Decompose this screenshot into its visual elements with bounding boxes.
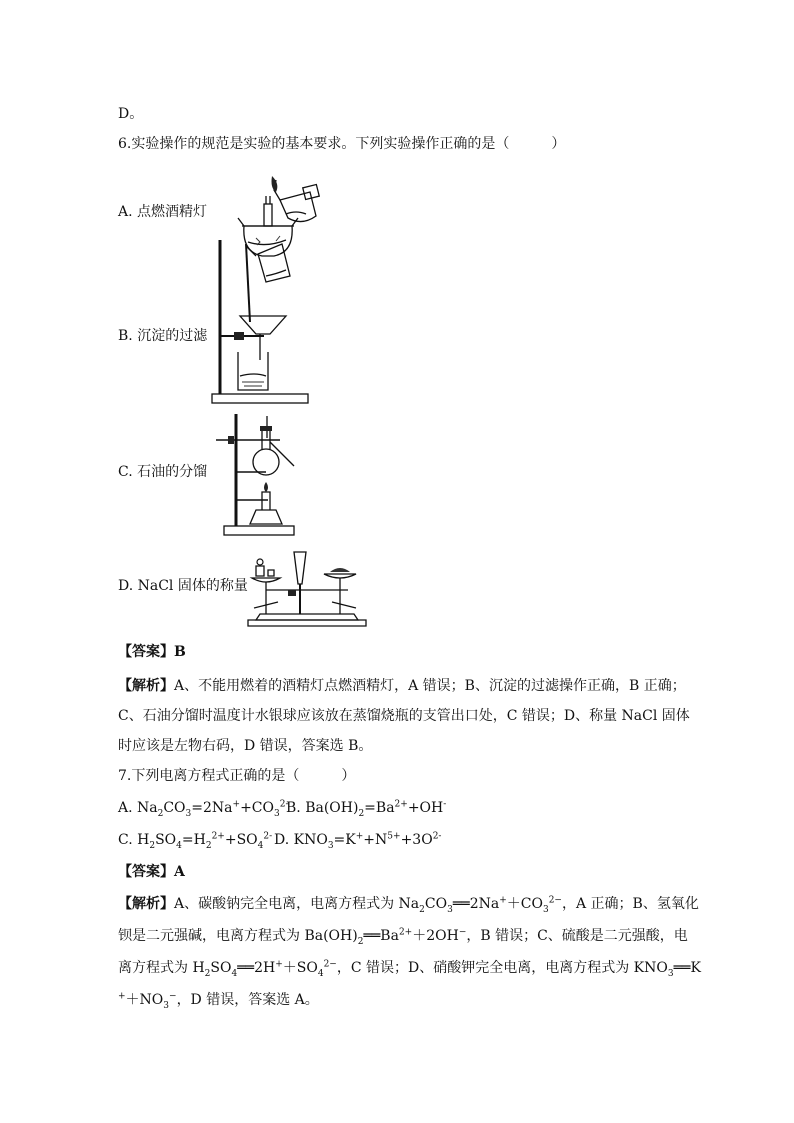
q6-analysis-line-2: C、石油分馏时温度计水银球应该放在蒸馏烧瓶的支管出口处，C 错误；D、称量 NaCl 固体 [118, 708, 690, 724]
q6-answer: 【答案】B [118, 644, 186, 660]
balance-weighing-figure [244, 544, 370, 628]
q7-analysis-line-1: 【解析】A、碳酸钠完全电离，电离方程式为 $Na_2CO_3══2Na^++CO_3^{2-}$，A 正确；B、氢氧化 [118, 895, 699, 915]
q7-option-a: A. $Na_2CO_3=2Na^++CO_3^{2-}$ [118, 799, 289, 819]
q6-option-c-label: C. 石油的分馏 [118, 464, 208, 480]
filtration-apparatus-figure [210, 236, 310, 406]
q7-answer: 【答案】A [118, 864, 185, 880]
q6-option-a-label: A. 点燃酒精灯 [118, 204, 208, 220]
q7-analysis-line-2: 钡是二元强碱，电离方程式为 $Ba(OH)_2══Ba^{2+}+2OH^-$，B 错误；C、硫酸是二元强酸，电 [118, 927, 688, 947]
q7-option-b: B. $Ba(OH)_2=Ba^{2+}+OH^-$ [286, 799, 447, 819]
question-7-stem: 7.下列电离方程式正确的是（ ） [118, 768, 356, 784]
distillation-apparatus-figure [210, 408, 304, 538]
q6-analysis-line-3: 时应该是左物右码，D 错误，答案选 B。 [118, 738, 373, 754]
q7-option-c: C. $H_2SO_4=H_2^{2+}+SO_4^{2-}$ [118, 831, 273, 851]
q7-analysis-tag: 【解析】 [118, 896, 174, 912]
q7-analysis-line-4: $^++NO_3^-$，D 错误，答案选 A。 [118, 991, 319, 1011]
previous-answer-tail: D。 [118, 106, 144, 122]
q6-analysis-tag: 【解析】 [118, 678, 174, 694]
q6-analysis-line-1 [118, 676, 686, 696]
q6-option-d-label: D. NaCl 固体的称量 [118, 578, 248, 594]
q6-option-b-label: B. 沉淀的过滤 [118, 328, 208, 344]
q7-analysis-line-3: 离方程式为 $H_2SO_4══2H^++SO_4^{2-}$，C 错误；D、硝酸钾完全电离，电离方程式为 $KNO_3══K$ [118, 959, 701, 979]
question-6-stem: 6.实验操作的规范是实验的基本要求。下列实验操作正确的是（ ） [118, 136, 566, 152]
q6-analysis-text-1: A、不能用燃着的酒精灯点燃酒精灯，A 错误；B、沉淀的过滤操作正确，B 正确； [174, 678, 686, 694]
q7-option-d: D. $KNO_3=K^++N^{5+}+3O^{2-}$ [274, 831, 442, 851]
